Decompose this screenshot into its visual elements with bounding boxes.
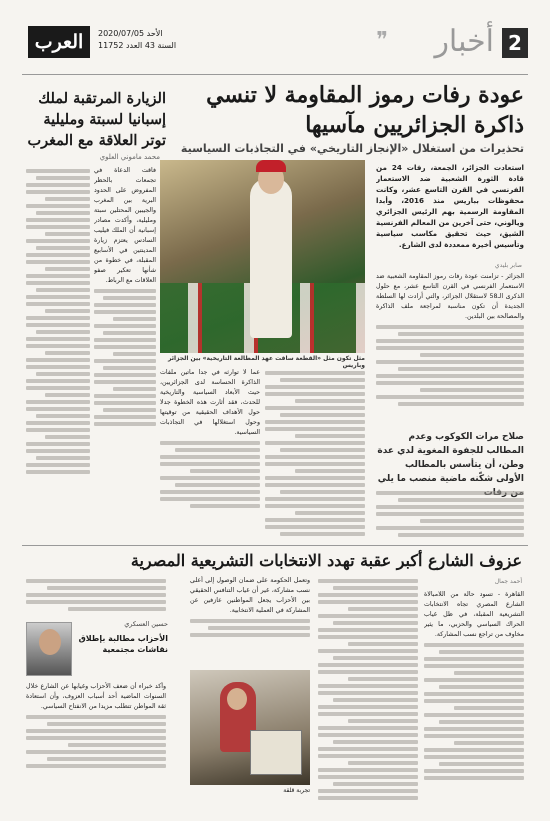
main-body-column-center: عما لا توارثه في جدا ماتين ملفات الذاكرة الحساسة لدى الجزائريين، حيث الأبعاد السياسية والتاريخية للحدث، فقد أثارت هذه الخطوة جدلا حول الأهداف الحقيقية من توقيتها وحول استغلالها في التجاذبات السياسية. bbox=[160, 368, 260, 540]
bottom-body-column-2 bbox=[318, 576, 418, 800]
main-body-column-center-2 bbox=[265, 368, 365, 540]
main-body-column-right: الجزائر - تزامنت عودة رفات رموز المقاومة الشعبية ضد الاستعمار الفرنسي في القرن التاسع عشر، مع حلول الذكرى الـ58 لاستقلال الجزائر، والتي أرادت لها السلطة الجديدة أن تكون مناسبة لمراجعة ملف الذاكرة والمصالحة بين البلدين. bbox=[376, 272, 524, 422]
bottom-story-headline: عزوف الشارع أكبر عقبة تهدد الانتخابات التشريعية المصرية bbox=[130, 551, 522, 570]
portrait-name: حسين العسكري bbox=[124, 620, 168, 628]
bottom-body-column-1: القاهرة - تسود حالة من اللامبالاة الشارع المصري تجاه الانتخابات التشريعية المقبلة، في ظل غياب الحراك السياسي والحزبي، ما يثير مخاوف من تراجع نسب المشاركة. bbox=[424, 590, 524, 800]
main-subheadline: تحذيرات من استغلال «الإنجاز التاريخي» في التجاذبات السياسية bbox=[180, 142, 524, 155]
bottom-body-column-4: وأكد خبراء أن ضعف الأحزاب وغيابها عن الشارع خلال السنوات الماضية أحد أسباب العزوف، وأن استعادة ثقة المواطن تتطلب مزيدا من الانفتاح السياسي. bbox=[26, 682, 166, 800]
page-number: 2 bbox=[502, 28, 528, 58]
pull-quote: صلاح مرات الكوكوب وعدم المطالب للجفوة المغوية لدي عدة وطن، أن يتأسس بالمطالب الأولى شكّنه ماضية منصب ما يلي bbox=[377, 432, 524, 484]
quote-mark-icon: ❞ bbox=[376, 28, 388, 53]
bottom-story-photo bbox=[190, 670, 310, 785]
main-story-photo bbox=[160, 160, 365, 353]
left-body-column-1 bbox=[26, 166, 90, 538]
bottom-body-column-3: وتعمل الحكومة على ضمان الوصول إلى أعلى نسب مشاركة، غير أن غياب التنافس الحقيقي بين الأحزاب يجعل المواطنين عازفين عن المشاركة في العملية الانتخابية. bbox=[190, 576, 310, 666]
date-line: الأحد 2020/07/05 bbox=[98, 29, 163, 38]
issue-line: السنة 43 العدد 11752 bbox=[98, 41, 177, 50]
author-portrait bbox=[26, 622, 72, 676]
section-divider bbox=[22, 545, 528, 546]
main-photo-caption: مثل تكون مثل «القطعة ساقت عهد المطالعة التاريخية» بين الجزائر وباريس bbox=[167, 355, 365, 369]
bottom-body-column-4-top bbox=[26, 576, 166, 616]
portrait-quote: الأحزاب مطالبة بإطلاق نقاشات مجتمعية bbox=[78, 634, 168, 654]
left-story-byline: محمد ماموني العلوي bbox=[99, 153, 160, 161]
date-block bbox=[98, 28, 176, 52]
left-body-column-2: فاقت الدعاة في تجمعات بالحظر المفروض على الحدود البرية بين المغرب والجيبين المحتلين سبتة ومليلية، وأكدت مصادر إسبانية أن الملك فيليب السادس يعتزم زيارة المدينتين في الأسابيع المقبلة، في خطوة من شأنها تعكير صفو العلاقات مع الرباط. bbox=[94, 166, 156, 538]
section-name: أخبار bbox=[434, 24, 494, 59]
main-headline-line1: عودة رفات رموز المقاومة لا تنسي bbox=[206, 82, 524, 108]
main-lead-paragraph: استعادت الجزائر، الجمعة، رفات 24 من قادة الثورة الشعبية ضد الاستعمار الفرنسي في القرن التاسع عشر، وكانت محفوظات بباريس منذ 2016، وأبدا المقاومة الرسمية بهم الرئيس الجزائري ويالوني، حتى آخرين من المعالم الفرنسية الشيق، حيث تحقيق مكاسب سياسية وتأسيس أخيرة ممعددة لدى الشارع. bbox=[376, 163, 524, 249]
main-body-column-right-bottom bbox=[376, 488, 524, 540]
newspaper-logo: العرب bbox=[28, 26, 90, 58]
left-story-headline: الزيارة المرتقبة لملك إسبانيا لسبتة ومليلية توتر العلاقة مع المغرب bbox=[27, 90, 166, 149]
main-headline bbox=[174, 80, 524, 140]
bottom-author-tag: أحمد جمال bbox=[494, 578, 522, 585]
bottom-photo-caption: تجربة قلقة bbox=[283, 787, 310, 794]
main-headline-line2: ذاكرة الجزائريين مآسيها bbox=[305, 112, 524, 138]
masthead-divider bbox=[22, 74, 528, 75]
masthead bbox=[28, 22, 528, 72]
main-author-tag: صابر بليدي bbox=[494, 262, 522, 269]
